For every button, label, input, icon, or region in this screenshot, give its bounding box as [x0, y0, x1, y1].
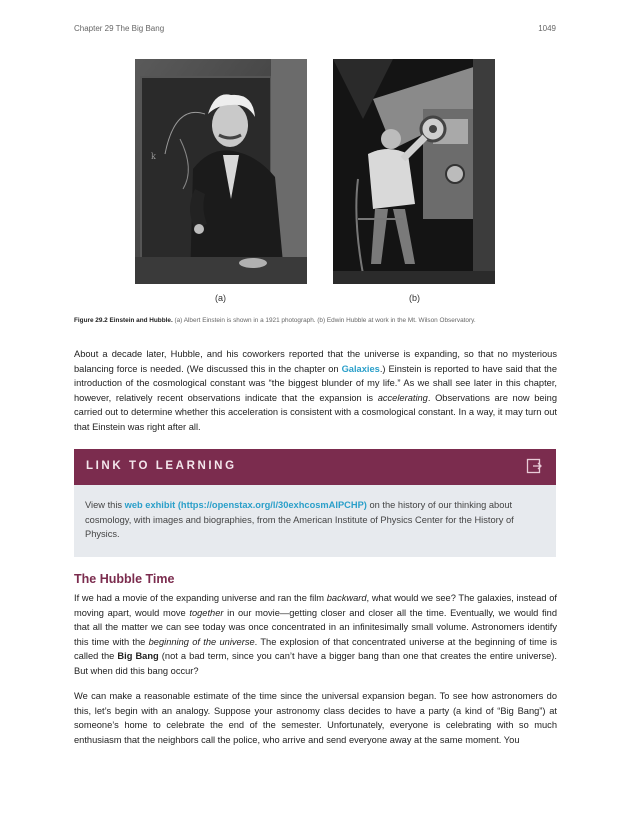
figure-caption [74, 317, 564, 324]
emphasis: backward [326, 593, 367, 603]
text-run: .) Einstein is reported to have said that the introduction of the cosmological constant was “the biggest blunder of my life.” As we shall see later in this chapter, however, relatively recent observations indicate that the expansion is [74, 363, 557, 403]
page-number: 1049 [538, 24, 556, 33]
section-title: The Hubble Time [74, 572, 175, 586]
einstein-photo [135, 59, 307, 284]
figure-label-b: (b) [409, 293, 420, 303]
bold-term: Big Bang [117, 651, 159, 662]
link-to-learning-header [74, 449, 556, 485]
figure-label-a: (a) [215, 293, 226, 303]
emphasis: accelerating [377, 392, 428, 403]
text-run: on the history of our thinking about cosmology, with images and biographies, from the American Institute of Physics Center for the History of Physics. [85, 500, 514, 540]
paragraph: We can make a reasonable estimate of the time since the universal expansion began. To see how astronomers do this, let’s begin with an analogy. Suppose your astronomy class decides to have a party (a kind of “Big Bang”) at someone’s home to celebrate the end of the semester. Unfortunately, everyone is celebrating with so much enthusiasm that the neighbors call the police, who arrive and send everyone away at the same moment. You [74, 691, 557, 745]
emphasis: together [189, 607, 224, 618]
external-link-icon [526, 458, 542, 474]
text-run: If we had a movie of the expanding universe and ran the film [74, 593, 327, 603]
text-run: View this [85, 500, 125, 510]
link-to-learning-body [74, 485, 556, 557]
paragraph [74, 347, 557, 435]
paragraph [74, 591, 557, 679]
hubble-photo [333, 59, 495, 284]
link-to-learning-text [85, 498, 547, 542]
svg-text:k: k [151, 152, 156, 161]
running-header [74, 24, 556, 36]
text-run: . The explosion of that concentrated universe at the beginning of time is called the [74, 636, 557, 662]
emphasis: beginning of the universe [148, 636, 255, 647]
chapter-title: Chapter 29 The Big Bang [74, 24, 165, 33]
text-run: in our movie—getting closer and closer all the time. Eventually, we would find that all the matter we can see today was once concentrated in an infinitesimally small volume. Astronomers identify this time with the [74, 607, 557, 647]
text-run: , what would we see? The galaxies, instead of moving apart, would move [74, 593, 557, 618]
figure-caption-title: Figure 29.2 Einstein and Hubble. [74, 317, 173, 324]
link-to-learning-title: LINK TO LEARNING [86, 460, 237, 472]
text-run: About a decade later, Hubble, and his coworkers reported that the universe is expanding, so that no mysterious balancing force is needed. (We discussed this in the chapter on [74, 349, 557, 374]
text-run: (not a bad term, since you can’t have a bigger bang than one that creates the entire universe). But when did this bang occur? [74, 651, 557, 676]
figure-caption-text: (a) Albert Einstein is shown in a 1921 photograph. (b) Edwin Hubble at work in the Mt. Wilson Observatory. [172, 317, 476, 324]
web-exhibit-link[interactable]: web exhibit (https://openstax.org/l/30exhcosmAIPCHP) [124, 500, 367, 510]
text-run: . Observations are now being carried out to determine whether this acceleration is consistent with a cosmological constant. In a way, it may turn out that Einstein was right after all. [74, 392, 557, 432]
galaxies-link[interactable]: Galaxies [341, 363, 380, 374]
